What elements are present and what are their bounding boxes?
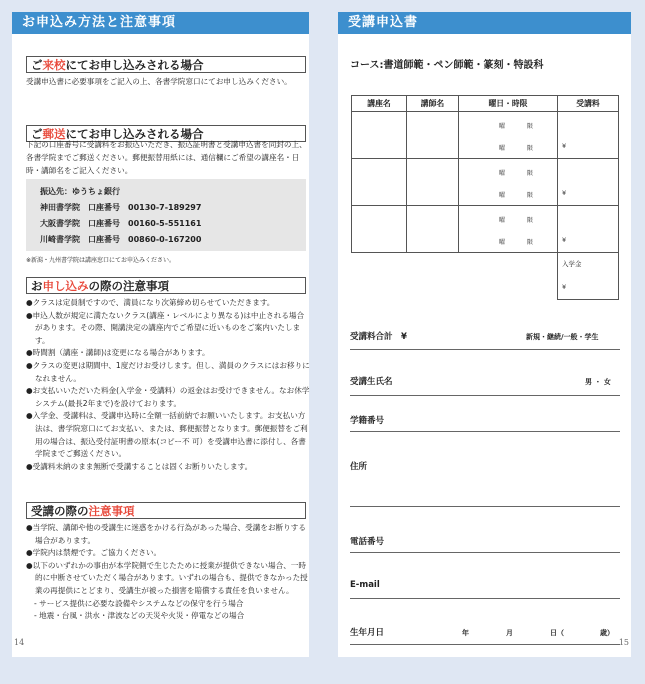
course-cell[interactable] xyxy=(352,206,407,253)
blank-cell xyxy=(352,253,407,300)
col-header: 講師名 xyxy=(407,96,459,112)
gender-select[interactable]: 男 ・ 女 xyxy=(585,378,611,386)
total-line xyxy=(350,349,620,350)
bank-info xyxy=(26,179,306,251)
blank-cell xyxy=(407,253,459,300)
table-row xyxy=(352,159,619,206)
table-row xyxy=(352,253,619,300)
page-number-right: 15 xyxy=(618,638,629,647)
fee-cell[interactable]: ¥ xyxy=(558,112,619,159)
page-number-left: 14 xyxy=(14,638,25,647)
total-type[interactable]: 新規・継続/一般・学生 xyxy=(526,333,599,341)
teacher-cell[interactable] xyxy=(407,206,459,253)
list-item: ●クラスは定員制ですので、満員になり次第締め切らせていただきます。 xyxy=(26,298,275,307)
sec3-list xyxy=(26,297,310,473)
right-page xyxy=(338,12,631,657)
course-cell[interactable] xyxy=(352,112,407,159)
birth-day: 日（ xyxy=(550,629,564,637)
col-header: 曜日・時限 xyxy=(459,96,558,112)
list-item: ●受講料未納のまま無断で受講することは固くお断りいたします。 xyxy=(26,461,253,471)
col-header: 受講料 xyxy=(558,96,619,112)
birth-year: 年 xyxy=(462,629,469,637)
sec2-text: 下記の口座番号に受講料をお振込いただき、振込証明書と受講申込書を同封の上、各書学院までご郵送ください。郵便振替用紙には、通信欄にご希望の講座名・日時・講師名をご記入ください。 xyxy=(26,140,307,175)
student-id-field[interactable] xyxy=(350,431,620,432)
course-title: コース:書道師範・ペン師範・篆刻・特設科 xyxy=(350,60,544,71)
address-field[interactable] xyxy=(350,506,620,507)
sec1-text: 受講申込書に必要事項をご記入の上、各書学院窓口にてお申し込みください。 xyxy=(26,77,292,86)
col-header: 講座名 xyxy=(352,96,407,112)
fee-cell[interactable]: ¥ xyxy=(558,159,619,206)
sec2-title: ご郵送にてお申し込みされる場合 xyxy=(26,125,306,142)
right-header: 受講申込書 xyxy=(338,12,631,34)
age: 歳） xyxy=(600,629,614,637)
list-item: ●学院内は禁煙です。ご協力ください。 xyxy=(26,548,162,558)
list-item: ●申込人数が規定に満たないクラス(講座・レベルにより異なる)は中止される場合があります。その際、開講決定の講座内でご希望に近いものをご案内いたします。 xyxy=(26,310,305,345)
phone-field[interactable] xyxy=(350,552,620,553)
list-item: ●時間割（講座・講師)は変更になる場合があります。 xyxy=(26,348,210,358)
table-row xyxy=(352,206,619,253)
birth-field[interactable] xyxy=(350,644,620,645)
bank-row: 川崎書学院 口座番号 00860-0-167200 xyxy=(40,235,202,244)
student-id-label: 学籍番号 xyxy=(350,416,385,426)
sec4-title: 受講の際の注意事項 xyxy=(26,502,306,519)
teacher-cell[interactable] xyxy=(407,159,459,206)
entry-fee-cell[interactable]: 入学金 ¥ xyxy=(558,253,619,300)
email-label: E-mail xyxy=(350,580,380,590)
list-subitem: - サービス提供に必要な設備やシステムなどの保守を行う場合 xyxy=(34,598,244,608)
email-field[interactable] xyxy=(350,598,620,599)
table-row xyxy=(352,112,619,159)
list-item: ●以下のいずれかの事由が本学院側で生じたために授業が提供できない場合、一時的に中断させていただく場合があります。いずれの場合も、提供できなかった授業の再提供にとどまり、受講生が被った損害を賠償する責任を負いません。 xyxy=(26,560,308,595)
left-page xyxy=(12,12,309,657)
list-item: ●当学院、講師や他の受講生に迷惑をかける行為があった場合、受講をお断りする場合があります。 xyxy=(26,523,306,545)
teacher-cell[interactable] xyxy=(407,112,459,159)
time-cell[interactable]: 曜 限 曜 限 xyxy=(459,159,558,206)
course-cell[interactable] xyxy=(352,159,407,206)
address-label: 住所 xyxy=(350,462,368,472)
bank-row: 神田書学院 口座番号 00130-7-189297 xyxy=(40,203,202,212)
birth-month: 月 xyxy=(506,629,513,637)
bank-note: ※新潟・九州書学院は講座窓口にてお申込みください。 xyxy=(26,257,176,264)
name-label: 受講生氏名 xyxy=(350,377,393,387)
list-item: ●クラスの変更は期間中、1度だけお受けします。但し、満員のクラスにはお移りになれません。 xyxy=(26,360,310,383)
blank-cell xyxy=(459,253,558,300)
sec3-title: お申し込みの際の注意事項 xyxy=(26,277,306,294)
sec1-title: ご来校にてお申し込みされる場合 xyxy=(26,56,306,73)
fee-cell[interactable]: ¥ xyxy=(558,206,619,253)
sec4-list xyxy=(26,522,310,623)
birth-label: 生年月日 xyxy=(350,628,385,638)
phone-label: 電話番号 xyxy=(350,537,385,547)
left-header: お申込み方法と注意事項 xyxy=(12,12,309,34)
bank-row: 大阪書学院 口座番号 00160-5-551161 xyxy=(40,219,202,228)
course-table xyxy=(351,95,619,300)
list-subitem: - 地震・台風・洪水・津波などの天災や火災・停電などの場合 xyxy=(34,611,245,621)
list-item: ●入学金、受講料は、受講申込時に全額一括前納でお願いいたします。お支払い方法は、書学院窓口にてお支払い、または、郵便振替となります。郵便振替をご利用の場合は、振込受付証明書の原本(コピー不 可）を受講申込書に添付し、各書学院までご郵送ください。 xyxy=(26,411,308,459)
total-label: 受講料合計 ¥ xyxy=(350,332,407,342)
bank-title: 振込先：ゆうちょ銀行 xyxy=(40,187,120,196)
time-cell[interactable]: 曜 限 曜 限 xyxy=(459,112,558,159)
list-item: ●お支払いいただいた料金(入学金・受講料）の返金はお受けできません。なお休学システム(最長2年まで)を設けております。 xyxy=(26,386,310,408)
time-cell[interactable]: 曜 限 曜 限 xyxy=(459,206,558,253)
name-field[interactable] xyxy=(350,395,620,396)
